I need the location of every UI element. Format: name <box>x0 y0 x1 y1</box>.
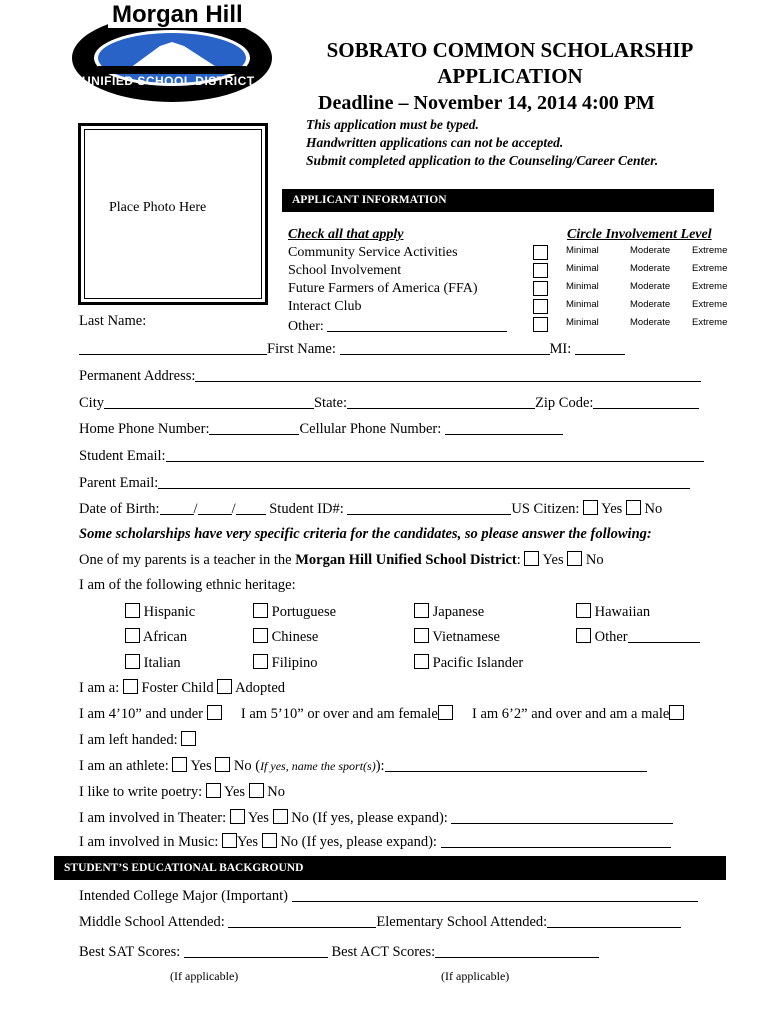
scores-row: Best SAT Scores: Best ACT Scores: <box>79 943 599 961</box>
dob-label: Date of Birth: <box>79 501 160 517</box>
cell-phone-field[interactable] <box>445 420 563 435</box>
height-mid-checkbox[interactable] <box>438 705 453 720</box>
major-field[interactable] <box>292 887 698 902</box>
photo-box-label: Place Photo Here <box>109 200 207 215</box>
checkbox-interact[interactable] <box>533 299 548 314</box>
height-tall-checkbox[interactable] <box>669 705 684 720</box>
adopted-checkbox[interactable] <box>217 679 232 694</box>
level-row-1 <box>566 245 599 256</box>
district-logo <box>68 1 276 106</box>
note-handwritten: Handwritten applications can not be accepted. <box>306 135 564 150</box>
district-name: Morgan Hill Unified School District <box>295 552 517 568</box>
level-moderate[interactable]: Moderate <box>630 299 671 310</box>
last-name-label: Last Name: <box>79 313 147 329</box>
name-row <box>79 340 625 358</box>
dob-row: Date of Birth: / / Student ID#: US Citizen: Yes No <box>79 501 663 517</box>
circle-level-heading: Circle Involvement Level <box>567 227 712 242</box>
foster-checkbox[interactable] <box>123 679 138 694</box>
ethnic-other[interactable]: Other <box>576 628 700 646</box>
level-extreme[interactable]: Extreme <box>692 281 728 292</box>
citizen-no-label: No <box>644 501 663 517</box>
state-label: State: <box>313 395 348 411</box>
home-phone-label: Home Phone Number: <box>79 421 210 437</box>
last-name-field[interactable] <box>79 340 267 355</box>
sat-if-applicable: (If applicable) <box>170 969 239 983</box>
title-line-1: SOBRATO COMMON SCHOLARSHIP <box>326 38 694 62</box>
involvement-other: Other: <box>288 317 507 335</box>
citizen-yes-label: Yes <box>601 501 623 517</box>
logo-text-bottom: UNIFIED SCHOOL DISTRICT <box>82 74 255 88</box>
involvement-school: School Involvement <box>288 263 402 278</box>
ethnic-heading: I am of the following ethnic heritage: <box>79 577 296 593</box>
elementary-school-field[interactable] <box>547 913 681 928</box>
dob-day[interactable] <box>198 500 232 515</box>
middle-school-field[interactable] <box>228 913 376 928</box>
title-line-2: APPLICATION <box>437 64 583 88</box>
checkbox-other[interactable] <box>533 317 548 332</box>
parent-email-row <box>79 474 690 492</box>
sat-field[interactable] <box>184 943 328 958</box>
level-moderate[interactable]: Moderate <box>630 317 671 328</box>
major-row: Intended College Major (Important) <box>79 887 698 905</box>
level-moderate[interactable]: Moderate <box>630 281 671 292</box>
music-row: I am involved in Music: Yes No (If yes, please expand): <box>79 833 671 851</box>
i-am-row: I am a: Foster Child Adopted <box>79 680 286 696</box>
music-yes-checkbox[interactable] <box>222 833 237 848</box>
theater-row: I am involved in Theater: Yes No (If yes, please expand): <box>79 809 673 827</box>
student-id-field[interactable] <box>347 500 511 515</box>
level-minimal[interactable]: Minimal <box>566 263 599 274</box>
level-extreme[interactable]: Extreme <box>692 245 728 256</box>
student-email-field[interactable] <box>166 447 704 462</box>
act-if-applicable: (If applicable) <box>441 969 510 983</box>
other-blank[interactable] <box>327 317 507 332</box>
city-row <box>79 394 699 412</box>
level-minimal[interactable]: Minimal <box>566 299 599 310</box>
checkbox-ffa[interactable] <box>533 281 548 296</box>
involvement-ffa: Future Farmers of America (FFA) <box>288 281 478 296</box>
ethnic-italian[interactable]: Italian <box>125 654 181 672</box>
citizen-no-checkbox[interactable] <box>626 500 641 515</box>
theater-no-checkbox[interactable] <box>273 809 288 824</box>
athlete-sports-field[interactable] <box>385 757 647 772</box>
ethnic-hispanic[interactable]: Hispanic <box>125 603 195 621</box>
athlete-yes-checkbox[interactable] <box>172 757 187 772</box>
school-row: Middle School Attended: Elementary School Attended: <box>79 913 681 931</box>
photo-box[interactable] <box>78 123 268 305</box>
theater-yes-checkbox[interactable] <box>230 809 245 824</box>
ethnic-vietnamese[interactable]: Vietnamese <box>414 628 500 646</box>
note-typed: This application must be typed. <box>306 117 479 132</box>
us-citizen-label: US Citizen: <box>511 501 580 517</box>
student-email-label: Student Email: <box>79 448 166 464</box>
applicant-info-bar: APPLICANT INFORMATION <box>282 189 714 212</box>
level-extreme[interactable]: Extreme <box>692 263 728 274</box>
athlete-no-checkbox[interactable] <box>215 757 230 772</box>
level-minimal[interactable]: Minimal <box>566 245 599 256</box>
phone-row <box>79 420 563 438</box>
address-label: Permanent Address: <box>79 368 196 384</box>
left-handed-row: I am left handed: <box>79 731 196 749</box>
city-field[interactable] <box>104 394 314 409</box>
height-short-checkbox[interactable] <box>207 705 222 720</box>
theater-field[interactable] <box>451 809 673 824</box>
parent-email-label: Parent Email: <box>79 475 159 491</box>
music-field[interactable] <box>441 833 671 848</box>
level-minimal[interactable]: Minimal <box>566 317 599 328</box>
involvement-interact: Interact Club <box>288 299 362 314</box>
level-moderate[interactable]: Moderate <box>630 263 671 274</box>
zip-field[interactable] <box>593 394 699 409</box>
mi-field[interactable] <box>575 340 625 355</box>
parent-teacher-row: One of my parents is a teacher in the Morgan Hill Unified School District: Yes No <box>79 552 604 568</box>
checkbox-school[interactable] <box>533 263 548 278</box>
teacher-yes-checkbox[interactable] <box>524 551 539 566</box>
dob-month[interactable] <box>160 500 194 515</box>
address-row <box>79 367 701 385</box>
address-field[interactable] <box>195 367 701 382</box>
level-moderate[interactable]: Moderate <box>630 245 671 256</box>
poetry-row: I like to write poetry: Yes No <box>79 784 286 800</box>
athlete-row: I am an athlete: Yes No (If yes, name the sport(s)): <box>79 757 647 775</box>
criteria-note: Some scholarships have very specific criteria for the candidates, so please answer the following: <box>79 526 652 542</box>
level-extreme[interactable]: Extreme <box>692 317 728 328</box>
music-no-checkbox[interactable] <box>262 833 277 848</box>
first-name-label: First Name: <box>267 341 336 357</box>
zip-label: Zip Code: <box>535 395 594 411</box>
citizen-yes-checkbox[interactable] <box>583 500 598 515</box>
student-email-row <box>79 447 704 465</box>
deadline: Deadline – November 14, 2014 4:00 PM <box>318 92 655 114</box>
teacher-no-checkbox[interactable] <box>567 551 582 566</box>
dob-year[interactable] <box>236 500 266 515</box>
checkbox-community[interactable] <box>533 245 548 260</box>
ethnic-pacific-islander[interactable]: Pacific Islander <box>414 654 523 672</box>
check-all-heading: Check all that apply <box>288 227 404 242</box>
involvement-community: Community Service Activities <box>288 245 458 260</box>
act-field[interactable] <box>435 943 599 958</box>
logo-text-top: Morgan Hill <box>108 2 247 28</box>
home-phone-field[interactable] <box>209 420 299 435</box>
note-submit: Submit completed application to the Counseling/Career Center. <box>306 153 659 168</box>
ethnic-japanese[interactable]: Japanese <box>414 603 484 621</box>
education-bar: STUDENT’S EDUCATIONAL BACKGROUND <box>54 856 726 880</box>
ethnic-hawaiian[interactable]: Hawaiian <box>576 603 650 621</box>
left-handed-checkbox[interactable] <box>181 731 196 746</box>
ethnic-african[interactable]: African <box>125 628 187 646</box>
poetry-no-checkbox[interactable] <box>249 783 264 798</box>
cell-phone-label: Cellular Phone Number: <box>299 421 442 437</box>
state-field[interactable] <box>347 394 535 409</box>
level-extreme[interactable]: Extreme <box>692 299 728 310</box>
mi-label: MI: <box>549 341 572 357</box>
first-name-field[interactable] <box>340 340 550 355</box>
ethnic-chinese[interactable]: Chinese <box>253 628 318 646</box>
height-row: I am 4’10” and under I am 5’10” or over and am female I am 6’2” and over and am a male <box>79 705 684 723</box>
student-id-label: Student ID#: <box>269 501 344 517</box>
parent-email-field[interactable] <box>158 474 690 489</box>
ethnic-portuguese[interactable]: Portuguese <box>253 603 336 621</box>
city-label: City <box>79 395 104 411</box>
ethnic-filipino[interactable]: Filipino <box>253 654 318 672</box>
level-minimal[interactable]: Minimal <box>566 281 599 292</box>
poetry-yes-checkbox[interactable] <box>206 783 221 798</box>
